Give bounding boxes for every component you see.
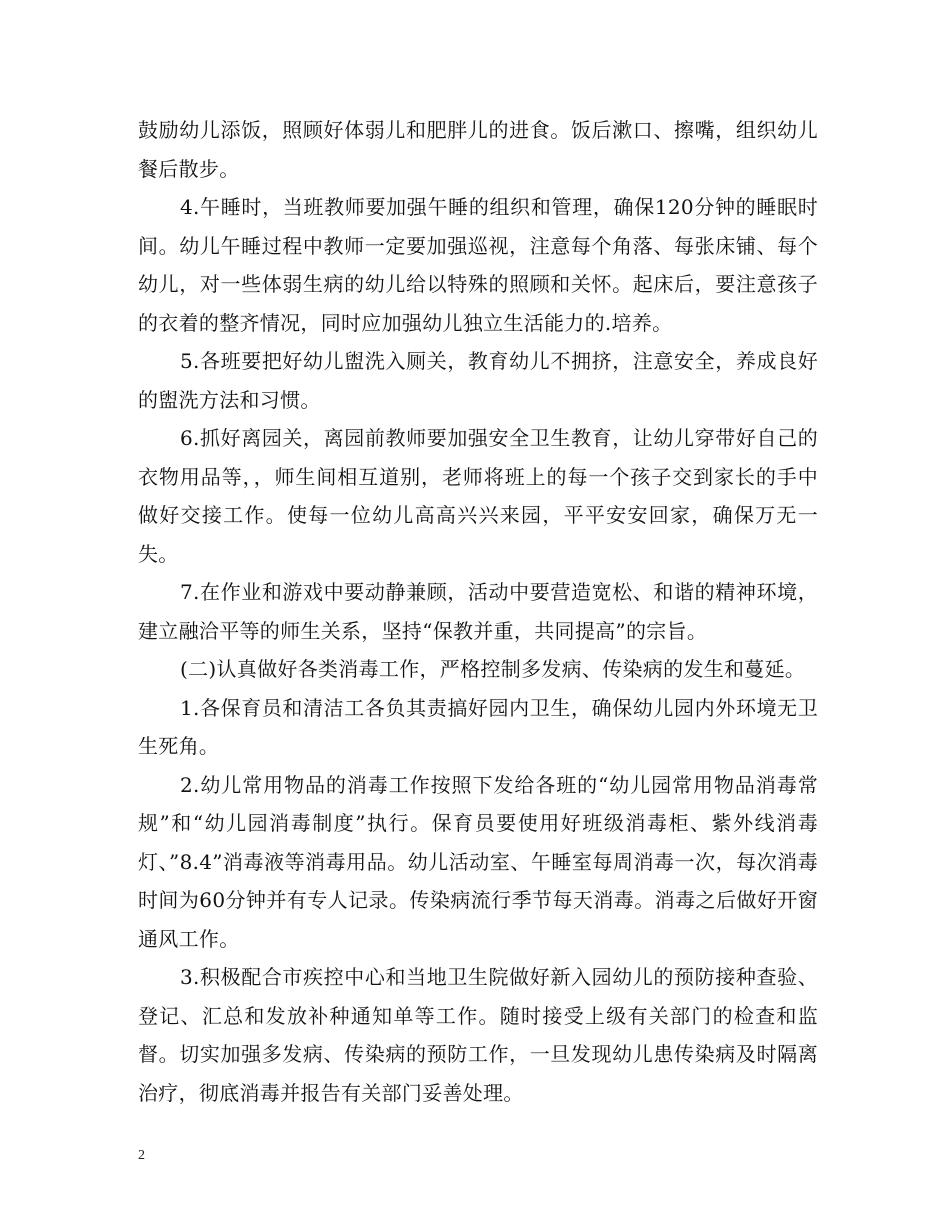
paragraph: 5.各班要把好幼儿盥洗入厕关，教育幼儿不拥挤，注意安全，养成良好的盥洗方法和习惯。 — [138, 349, 818, 412]
section-heading: (二)认真做好各类消毒工作，严格控制多发病、传染病的发生和蔓延。 — [180, 657, 806, 681]
paragraph: 3.积极配合市疾控中心和当地卫生院做好新入园幼儿的预防接种查验、登记、汇总和发放补种通知单等工作。随时接受上级有关部门的检查和监督。切实加强多发病、传染病的预防工作，一旦发现幼儿患传染病及时隔离治疗，彻底消毒并报告有关部门妥善处理。 — [138, 965, 818, 1105]
page-number: 2 — [138, 1148, 145, 1163]
paragraph: 2.幼儿常用物品的消毒工作按照下发给各班的“幼儿园常用物品消毒常规”和“幼儿园消毒制度”执行。保育员要使用好班级消毒柜、紫外线消毒灯、”8.4”消毒液等消毒用品。幼儿活动室、午睡室每周消毒一次，每次消毒时间为60分钟并有专人记录。传染病流行季节每天消毒。消毒之后做好开窗通风工作。 — [138, 772, 818, 951]
paragraph: 鼓励幼儿添饭，照顾好体弱儿和肥胖儿的进食。饭后漱口、擦嘴，组织幼儿餐后散步。 — [138, 118, 818, 181]
paragraph: 7.在作业和游戏中要动静兼顾，活动中要营造宽松、和谐的精神环境，建立融洽平等的师生关系，坚持“保教并重，共同提高”的宗旨。 — [138, 580, 818, 643]
document-body — [138, 111, 818, 1112]
paragraph: 6.抓好离园关，离园前教师要加强安全卫生教育，让幼儿穿带好自己的衣物用品等，，师生间相互道别，老师将班上的每一个孩子交到家长的手中做好交接工作。使每一位幼儿高高兴兴来园，平平安安回家，确保万无一失。 — [138, 426, 818, 566]
paragraph: 1.各保育员和清洁工各负其责搞好园内卫生，确保幼儿园内外环境无卫生死角。 — [138, 695, 818, 758]
paragraph: 4.午睡时，当班教师要加强午睡的组织和管理，确保120分钟的睡眠时间。幼儿午睡过程中教师一定要加强巡视，注意每个角落、每张床铺、每个幼儿，对一些体弱生病的幼儿给以特殊的照顾和关怀。起床后，要注意孩子的衣着的整齐情况，同时应加强幼儿独立生活能力的.培养。 — [138, 195, 818, 335]
